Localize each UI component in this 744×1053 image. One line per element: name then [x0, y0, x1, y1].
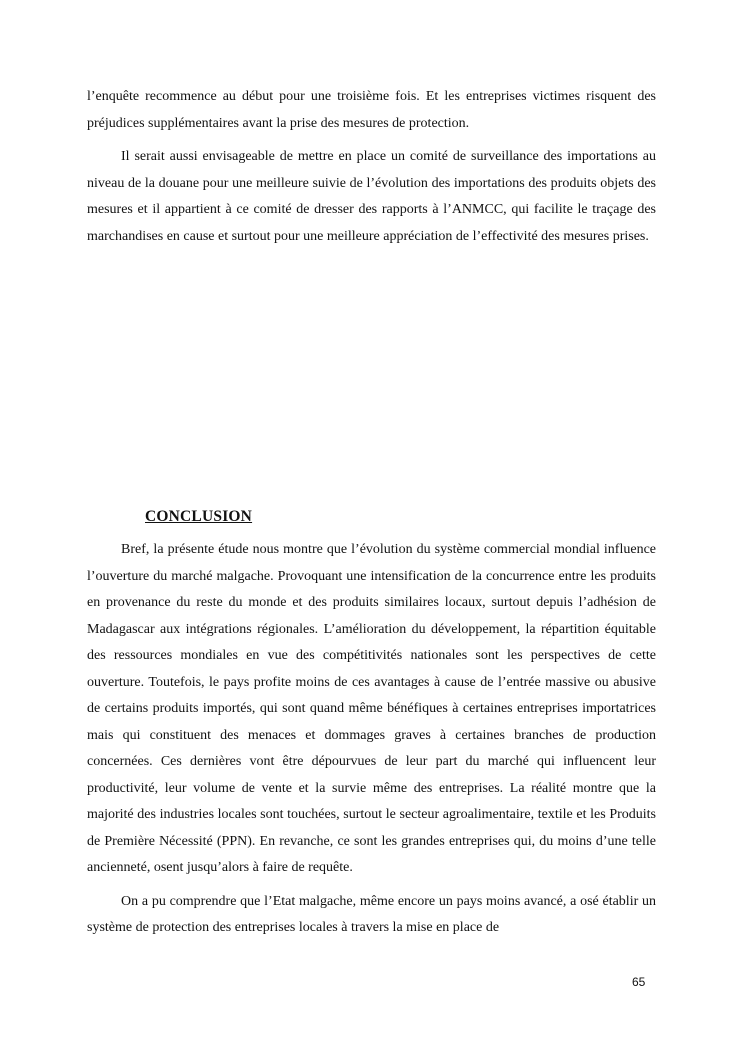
conclusion-text-block: [87, 537, 656, 942]
conclusion-paragraph-summary: Bref, la présente étude nous montre que l’évolution du système commercial mondial influence l’ouverture du marché malgache. Provoquant une intensification de la concurrence entre les produits en provenance du reste du monde et des produits similaires locaux, surtout depuis l’adhésion de Madagascar aux intégrations régionales. L’amélioration du développement, la répartition équitable des ressources mondiales en vue des compétitivités nationales sont les perspectives de cette ouverture. Toutefois, le pays profite moins de ces avantages à cause de l’entrée massive ou abusive de certains produits importés, qui sont quand même bénéfiques à certaines entreprises importatrices mais qui constituent des menaces et dommages graves à certaines branches de production concernées. Ces dernières vont être dépourvues de leur part du marché qui influencent leur productivité, leur volume de vente et la survie même des entreprises. La réalité montre que la majorité des industries locales sont touchées, surtout le secteur agroalimentaire, textile et les Produits de Première Nécessité (PPN). En revanche, ce sont les grandes entreprises qui, du moins d’une telle ancienneté, osent jusqu’alors à faire de requête.: [87, 542, 656, 875]
continued-text-block: [87, 84, 656, 250]
paragraph-committee-proposal: Il serait aussi envisageable de mettre en place un comité de surveillance des importations au niveau de la douane pour une meilleure suivie de l’évolution des importations des produits objets des mesures et il appartient à ce comité de dresser des rapports à l’ANMCC, qui facilite le traçage des marchandises en cause et surtout pour une meilleure appréciation de l’effectivité des mesures prises.: [87, 149, 656, 244]
conclusion-heading: CONCLUSION: [145, 508, 253, 525]
conclusion-paragraph-state: On a pu comprendre que l’Etat malgache, même encore un pays moins avancé, a osé établir un système de protection des entreprises locales à travers la mise en place de: [87, 893, 656, 935]
page-number: 65: [632, 975, 646, 989]
paragraph-continued: l’enquête recommence au début pour une troisième fois. Et les entreprises victimes risquent des préjudices supplémentaires avant la prise des mesures de protection.: [87, 89, 656, 131]
